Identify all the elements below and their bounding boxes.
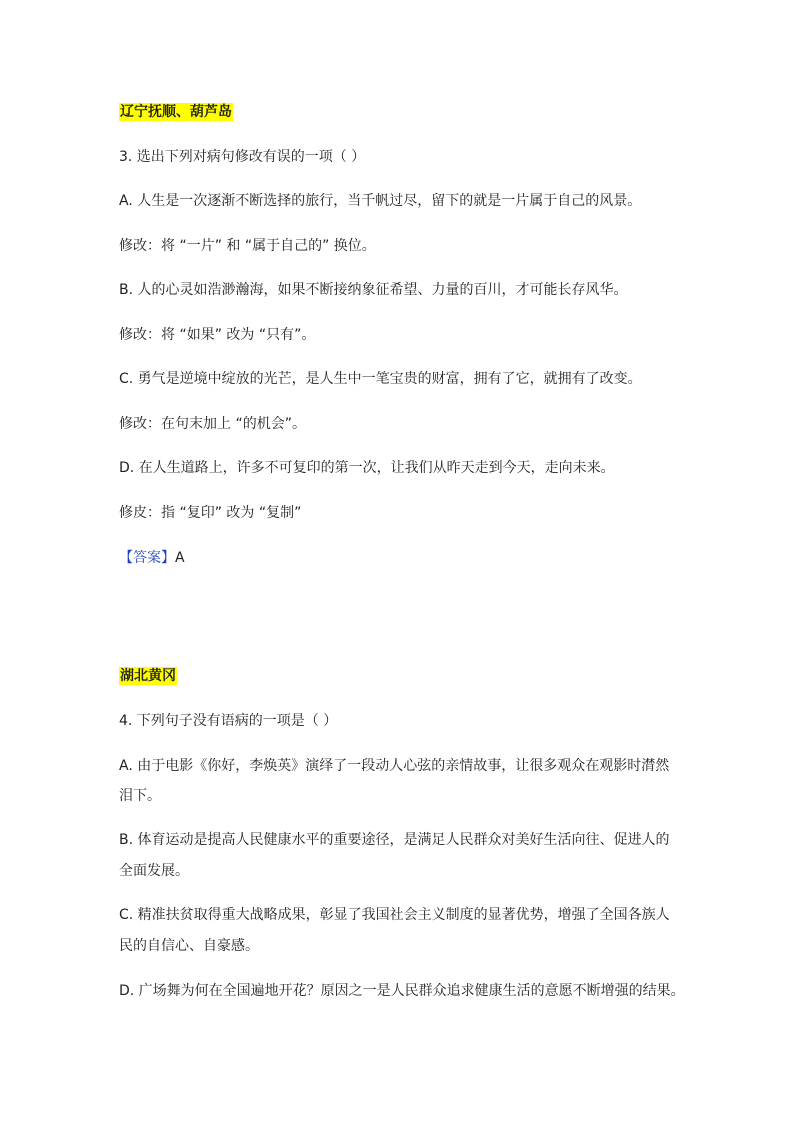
option-d: D. 在人生道路上，许多不可复印的第一次，让我们从昨天走到今天，走向未来。	[119, 460, 615, 476]
region-heading	[119, 666, 177, 686]
answer-value: A	[175, 550, 185, 566]
question-stem: 4. 下列句子没有语病的一项是（ ）	[119, 713, 338, 729]
option-b: B. 体育运动是提高人民健康水平的重要途径，是满足人民群众对美好生活向往、促进人的	[119, 832, 670, 848]
option-b: B. 人的心灵如浩渺瀚海，如果不断接纳象征希望、力量的百川，才可能长存风华。	[119, 282, 628, 298]
question-stem: 3. 选出下列对病句修改有误的一项（ ）	[119, 149, 366, 165]
option-b-fix: 修改：将 “如果” 改为 “只有”。	[119, 327, 316, 343]
region-heading	[119, 102, 233, 122]
option-d-fix: 修皮：指 “复印” 改为 “复制”	[119, 505, 302, 521]
region-heading-highlight: 辽宁抚顺、葫芦岛	[120, 104, 232, 120]
option-c-continued: 民的自信心、自豪感。	[119, 938, 259, 954]
option-b-continued: 全面发展。	[119, 863, 189, 879]
option-c-fix: 修改：在句末加上 “的机会”。	[119, 416, 306, 432]
answer-line	[119, 548, 185, 568]
option-d: D. 广场舞为何在全国遍地开花？原因之一是人民群众追求健康生活的意愿不断增强的结果。	[119, 983, 685, 999]
option-a: A. 由于电影《你好，李焕英》演绎了一段动人心弦的亲情故事，让很多观众在观影时潸然	[119, 758, 670, 774]
option-a: A. 人生是一次逐渐不断选择的旅行，当千帆过尽，留下的就是一片属于自己的风景。	[119, 193, 642, 209]
answer-tag: 【答案】	[119, 550, 175, 566]
option-c: C. 勇气是逆境中绽放的光芒，是人生中一笔宝贵的财富，拥有了它，就拥有了改变。	[119, 371, 642, 387]
option-c: C. 精准扶贫取得重大战略成果，彰显了我国社会主义制度的显著优势，增强了全国各族人	[119, 907, 670, 923]
option-a-fix: 修改：将 “一片” 和 “属于自己的” 换位。	[119, 238, 376, 254]
option-a-continued: 泪下。	[119, 788, 161, 804]
region-heading-highlight: 湖北黄冈	[120, 668, 176, 684]
